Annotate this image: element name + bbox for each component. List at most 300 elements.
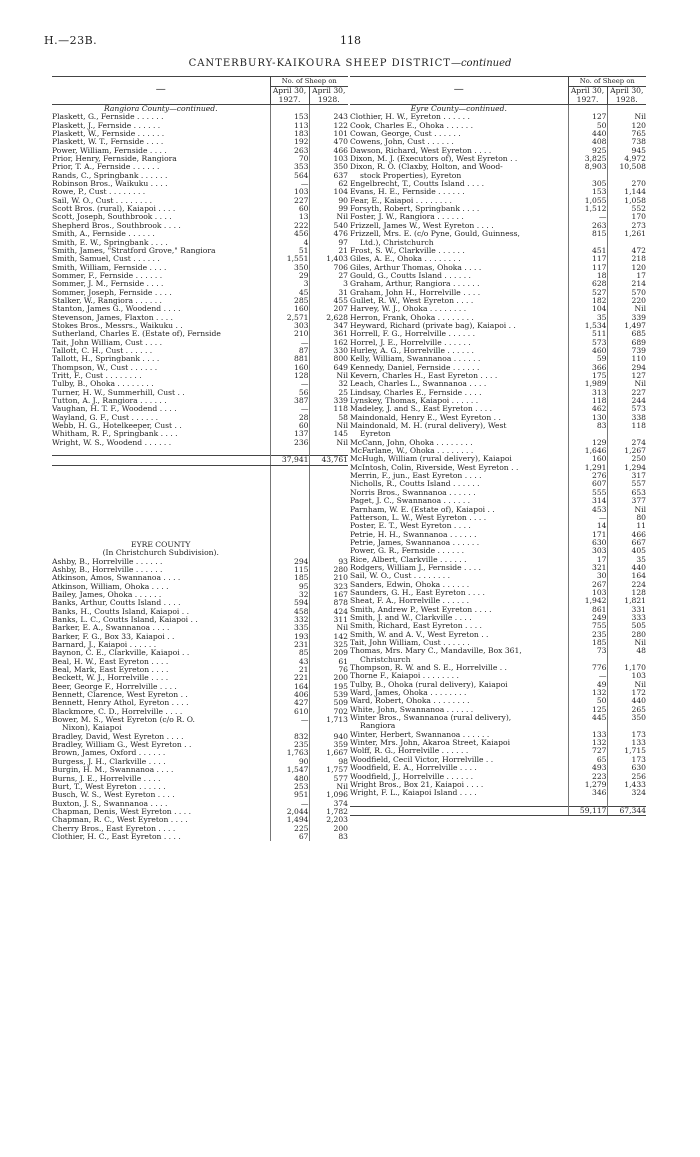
- sheep-1928: 10,508: [607, 163, 646, 171]
- sheep-1928: 339: [309, 397, 348, 405]
- owner-name: Barker, F. G., Box 33, Kaiapoi . .: [52, 632, 175, 641]
- owner-name: Baynon, C. E., Clarkville, Kaiapoi . .: [52, 649, 190, 658]
- table-row: [350, 672, 646, 680]
- sheep-1928: Nil: [309, 422, 348, 430]
- sheep-1927: 346: [568, 789, 607, 797]
- sheep-1928: 244: [607, 397, 646, 405]
- owner-name: Graham, John H., Horrelville . . . .: [350, 288, 481, 297]
- owner-name: Sail, W. O., Cust . . . . . . . .: [52, 196, 153, 205]
- sheep-1927: 353: [270, 163, 309, 171]
- sheep-1928: Nil: [309, 372, 348, 380]
- sheep-1928: 440: [607, 697, 646, 705]
- sheep-1927: 321: [568, 564, 607, 572]
- sheep-1928: Nil: [309, 624, 348, 632]
- page-number: 118: [340, 34, 361, 47]
- sheep-1928: 1,096: [309, 791, 348, 799]
- sheep-1928: 577: [309, 775, 348, 783]
- owner-name: Burt, T., West Eyreton . . . . . .: [52, 782, 166, 791]
- sheep-1928: 103: [309, 155, 348, 163]
- table-row: [52, 439, 348, 447]
- owner-name: Madeley, J. and S., East Eyreton . . . .: [350, 405, 493, 414]
- sheep-1927: 175: [568, 372, 607, 380]
- sheep-1927: 118: [568, 397, 607, 405]
- right-header-sheep: No. of Sheep on: [568, 77, 646, 87]
- sheep-1928: [607, 656, 646, 664]
- table-row: [350, 447, 646, 455]
- table-row: [350, 614, 646, 622]
- sheep-1928: 455: [309, 297, 348, 305]
- section-heading: [52, 549, 348, 557]
- owner-name: McFarlane, W., Ohoka . . . . . . . .: [350, 447, 474, 456]
- spacer-row: [52, 482, 348, 490]
- sheep-1927: 164: [270, 683, 309, 691]
- sheep-1927: 133: [568, 731, 607, 739]
- owner-name: Bennett, Clarence, West Eyreton . .: [52, 691, 188, 700]
- owner-name: Tulby, B., Ohoka . . . . . . . .: [52, 380, 154, 389]
- sheep-1928: 573: [607, 405, 646, 413]
- table-row: [350, 472, 646, 480]
- sheep-1928: 104: [309, 188, 348, 196]
- sheep-1928: 127: [607, 372, 646, 380]
- owner-name: Patterson, L. W., West Eyreton . . . .: [350, 513, 487, 522]
- sheep-1928: 1,144: [607, 188, 646, 196]
- table-row: [52, 405, 348, 413]
- sheep-1927: 861: [568, 606, 607, 614]
- sheep-1927: 160: [568, 455, 607, 463]
- sheep-1928: 405: [607, 547, 646, 555]
- owner-name: Shepherd Bros., Southbrook . . . .: [52, 221, 181, 230]
- sheep-1928: 424: [309, 608, 348, 616]
- sheep-1928: 76: [309, 666, 348, 674]
- sheep-1928: 333: [607, 614, 646, 622]
- empty-cell: [309, 549, 348, 557]
- table-row: [350, 739, 646, 747]
- empty-cell: [270, 447, 309, 456]
- sheep-1928: 118: [309, 405, 348, 413]
- sheep-1927: 1,551: [270, 255, 309, 263]
- owner-name: Merrin, F., jun., East Eyreton . . . .: [350, 472, 482, 481]
- empty-cell: [52, 465, 270, 474]
- table-row: [52, 222, 348, 230]
- owner-name: Smith, A., Fernside . . . . . .: [52, 230, 155, 239]
- sheep-1927: 440: [568, 130, 607, 138]
- sheep-1927: 103: [568, 589, 607, 597]
- sheep-1927: 305: [568, 180, 607, 188]
- owner-name: Smith, Samuel, Cust . . . . . .: [52, 255, 160, 264]
- sheep-1927: 1,279: [568, 781, 607, 789]
- sheep-1927: —: [568, 514, 607, 522]
- table-row: [52, 775, 348, 783]
- owner-name: Christchurch: [360, 655, 411, 664]
- owner-name: Thomas, Mrs. Mary C., Mandaville, Box 361,: [350, 647, 522, 656]
- sheep-1927: 35: [568, 314, 607, 322]
- sheep-1928: 62: [309, 180, 348, 188]
- owner-name: Blackmore, C. D., Horrelville . . . .: [52, 707, 183, 716]
- table-row: [52, 666, 348, 674]
- owner-name: Wright, W. S., Woodend . . . . . .: [52, 438, 172, 447]
- sheep-1928: 1,294: [607, 464, 646, 472]
- empty-cell: [270, 533, 309, 541]
- owner-name: Burns, J. E., Horrelville . . . .: [52, 774, 161, 783]
- sheep-1928: 440: [607, 564, 646, 572]
- sheep-1927: 153: [270, 113, 309, 121]
- table-row: [52, 783, 348, 791]
- owner-name: Ward, James, Ohoka . . . . . . . .: [350, 689, 467, 698]
- sheep-1928: 570: [607, 289, 646, 297]
- table-row: [350, 213, 646, 221]
- owner-name: Burgess, J. H., Clarkville . . . .: [52, 757, 166, 766]
- owner-name: Scott, Joseph, Southbrook . . . .: [52, 213, 172, 222]
- sheep-1927: 610: [270, 708, 309, 716]
- sheep-1928: 273: [607, 222, 646, 230]
- sheep-1928: 330: [309, 347, 348, 355]
- empty-cell: [309, 105, 348, 114]
- sheep-1927: 225: [270, 825, 309, 833]
- owner-name: Sutherland, Charles E. (Estate of), Fernside: [52, 330, 221, 339]
- sheep-1928: 552: [607, 205, 646, 213]
- table-row: [52, 147, 348, 155]
- owner-name: Banks, H., Coutts Island, Kaiapoi . .: [52, 607, 189, 616]
- empty-cell: [607, 798, 646, 807]
- table-row: [52, 305, 348, 313]
- table-row: [52, 205, 348, 213]
- sheep-1927: 881: [270, 355, 309, 363]
- sheep-1927: 127: [568, 113, 607, 121]
- table-row: [52, 749, 348, 757]
- sheep-1927: —: [568, 672, 607, 680]
- sheep-1928: 218: [607, 255, 646, 263]
- owner-name: Rowe, P., Cust . . . . . . . .: [52, 188, 146, 197]
- owner-name: Sommer, Joseph, Fernside . . . .: [52, 288, 172, 297]
- owner-name: Leach, Charles L., Swannanoa . . . .: [350, 380, 487, 389]
- sheep-1928: 940: [309, 733, 348, 741]
- sheep-1927: 13: [270, 213, 309, 221]
- table-row: [350, 681, 646, 689]
- sheep-1927: 3: [270, 280, 309, 288]
- sheep-1928: 945: [607, 147, 646, 155]
- sheep-1928: 142: [309, 633, 348, 641]
- table-row: [52, 197, 348, 205]
- section-title: EYRE COUNTY: [131, 540, 191, 549]
- sheep-1927: 32: [270, 591, 309, 599]
- sheep-1927: 303: [270, 322, 309, 330]
- empty-cell: [270, 541, 309, 549]
- owner-name: Tutton, A. J., Rangiora . . . . . .: [52, 397, 167, 406]
- table-row: [52, 289, 348, 297]
- page-title: [0, 58, 700, 69]
- table-row: [350, 455, 646, 463]
- sheep-1928: Nil: [309, 439, 348, 447]
- sheep-1928: 1,782: [309, 808, 348, 816]
- owner-name: Sheat, F. A., Horrelville . . . . . .: [350, 597, 470, 606]
- sheep-1927: 2,044: [270, 808, 309, 816]
- sheep-1928: 800: [309, 355, 348, 363]
- sheep-1928: 1,433: [607, 781, 646, 789]
- table-row: [52, 414, 348, 422]
- table-row: [350, 422, 646, 430]
- table-row: [350, 138, 646, 146]
- sheep-1927: [568, 430, 607, 438]
- sheep-1928: 1,757: [309, 766, 348, 774]
- table-row: [350, 430, 646, 438]
- table-row: [52, 322, 348, 330]
- sheep-1927: [568, 656, 607, 664]
- empty-cell: [309, 491, 348, 499]
- owner-name: Hurley, A. G., Horrelville . . . . . .: [350, 346, 474, 355]
- sheep-1928: 48: [607, 647, 646, 655]
- table-row: [52, 213, 348, 221]
- owner-name: Frizzell, James W., West Eyreton . . . .: [350, 221, 494, 230]
- table-row: [52, 624, 348, 632]
- owner-name: Wolff, R. G., Horrelville . . . . . .: [350, 747, 469, 756]
- table-row: [350, 222, 646, 230]
- owner-name: Giles, Arthur Thomas, Ohoka . . . .: [350, 263, 482, 272]
- table-row: [350, 397, 646, 405]
- sheep-1928: 103: [607, 672, 646, 680]
- sheep-1928: Nil: [607, 305, 646, 313]
- document-reference: H.—23B.: [44, 34, 98, 47]
- sheep-1928: 209: [309, 649, 348, 657]
- empty-cell: [270, 105, 309, 114]
- empty-cell: [350, 798, 568, 807]
- sheep-1928: 98: [309, 758, 348, 766]
- owner-name: Sommer, J. M., Fernside . . . .: [52, 280, 164, 289]
- sheep-1927: 223: [568, 773, 607, 781]
- table-row: [350, 197, 646, 205]
- table-row: [52, 558, 348, 566]
- sheep-1928: 323: [309, 583, 348, 591]
- sheep-1927: 221: [270, 674, 309, 682]
- sheep-1928: 170: [607, 213, 646, 221]
- sheep-1927: 183: [270, 130, 309, 138]
- table-row: [52, 766, 348, 774]
- sheep-1927: 129: [568, 439, 607, 447]
- owner-name: Atkinson, William, Ohoka . . . .: [52, 582, 169, 591]
- owner-name: Kevern, Charles H., East Eyreton . . . .: [350, 372, 498, 380]
- owner-name: Clothier, H. C., East Eyreton . . . .: [52, 832, 181, 841]
- spacer-row: [52, 447, 348, 456]
- table-row: [350, 714, 646, 722]
- owner-name: Winter, Herbert, Swannanoa . . . . . .: [350, 730, 490, 739]
- sheep-1928: 361: [309, 330, 348, 338]
- table-row: [350, 264, 646, 272]
- table-row: [52, 800, 348, 808]
- empty-cell: [52, 474, 270, 482]
- sheep-1928: 200: [309, 825, 348, 833]
- left-sheep-table: [52, 76, 348, 841]
- sheep-1928: 294: [607, 364, 646, 372]
- sheep-1927: 776: [568, 664, 607, 672]
- sheep-1928: 207: [309, 305, 348, 313]
- sheep-1928: 27: [309, 272, 348, 280]
- sheep-1927: 628: [568, 280, 607, 288]
- owner-name: Poster, E. T., West Eyreton . . . .: [350, 522, 471, 531]
- sheep-1927: 335: [270, 624, 309, 632]
- sheep-1928: 120: [607, 122, 646, 130]
- table-row: [52, 683, 348, 691]
- total-row: [52, 456, 348, 465]
- owner-name: Rice, Albert, Clarkville . . . . . .: [350, 555, 467, 564]
- sheep-1928: 2,203: [309, 816, 348, 824]
- empty-cell: [309, 508, 348, 516]
- table-row: [350, 581, 646, 589]
- table-row: [52, 389, 348, 397]
- owner-name: Turner, H. W., Summerhill, Cust . .: [52, 388, 185, 397]
- sheep-1928: 11: [607, 522, 646, 530]
- sheep-1927: 104: [568, 305, 607, 313]
- owner-name: Stevenson, James, Flaxton . . . .: [52, 313, 173, 322]
- table-row: [52, 247, 348, 255]
- empty-cell: [270, 491, 309, 499]
- sheep-1927: 70: [270, 155, 309, 163]
- sheep-1927: 727: [568, 747, 607, 755]
- sheep-1927: 128: [270, 372, 309, 380]
- spacer-row: [52, 524, 348, 532]
- owner-name: Tait, John William, Cust . . . .: [52, 338, 163, 347]
- sheep-1928: 630: [607, 764, 646, 772]
- section-title: Eyre County—continued.: [410, 104, 507, 113]
- sheep-1928: 539: [309, 691, 348, 699]
- sheep-1927: 332: [270, 616, 309, 624]
- owner-name: Paget, J. C., Swannanoa . . . . . .: [350, 497, 471, 506]
- sheep-1928: [607, 172, 646, 180]
- owner-name: Brown, James, Oxford . . . . . .: [52, 749, 166, 758]
- empty-cell: [568, 105, 607, 114]
- sheep-1928: 61: [309, 658, 348, 666]
- empty-cell: [270, 482, 309, 490]
- title-suffix: —continued: [450, 58, 512, 69]
- owner-name: Lynskey, Thomas, Kaiapoi . . . . . .: [350, 397, 479, 406]
- sheep-1928: 325: [309, 641, 348, 649]
- sheep-1927: 451: [568, 247, 607, 255]
- table-row: [52, 230, 348, 238]
- table-row: [350, 564, 646, 572]
- table-row: [350, 130, 646, 138]
- sheep-1927: 303: [568, 547, 607, 555]
- empty-cell: [309, 447, 348, 456]
- empty-cell: [270, 499, 309, 507]
- sheep-1927: 832: [270, 733, 309, 741]
- owner-name: Tait, John William, Cust . . . . . .: [350, 639, 470, 647]
- sheep-1927: 263: [270, 147, 309, 155]
- sheep-1927: 263: [568, 222, 607, 230]
- sheep-1928: 739: [607, 347, 646, 355]
- owner-name: Sanders, Edwin, Ohoka . . . . . .: [350, 580, 470, 589]
- empty-cell: [607, 105, 646, 114]
- sheep-1928: 35: [607, 556, 646, 564]
- sheep-1928: 90: [309, 197, 348, 205]
- owner-name: Ashby, B., Horrelville . . . . . .: [52, 565, 163, 574]
- sheep-1927: —: [270, 380, 309, 388]
- sheep-1928: 347: [309, 322, 348, 330]
- sheep-1928: 324: [607, 789, 646, 797]
- owner-name: Bennett, Henry Athol, Eyreton . . . .: [52, 699, 189, 708]
- sheep-1928: 472: [607, 247, 646, 255]
- sheep-1928: 200: [309, 674, 348, 682]
- sheep-1927: 462: [568, 405, 607, 413]
- sheep-1927: 925: [568, 147, 607, 155]
- right-header-1928: April 30, 1928.: [607, 87, 646, 105]
- sheep-1927: 185: [568, 639, 607, 647]
- sheep-1927: 313: [568, 389, 607, 397]
- sheep-1928: 476: [309, 230, 348, 238]
- sheep-1928: 2,628: [309, 314, 348, 322]
- sheep-1928: 338: [607, 414, 646, 422]
- table-row: [52, 347, 348, 355]
- table-row: [52, 599, 348, 607]
- table-row: [350, 622, 646, 630]
- sheep-1928: 350: [309, 163, 348, 171]
- table-row: [350, 547, 646, 555]
- sheep-1927: 755: [568, 622, 607, 630]
- sheep-1927: 1,534: [568, 322, 607, 330]
- empty-cell: [309, 465, 348, 474]
- sheep-1927: 103: [270, 188, 309, 196]
- empty-cell: [270, 465, 309, 474]
- table-row: [52, 255, 348, 263]
- table-row: [52, 708, 348, 716]
- table-row: [52, 649, 348, 657]
- table-row: [52, 825, 348, 833]
- sheep-1927: 427: [270, 699, 309, 707]
- table-row: [350, 556, 646, 564]
- table-row: [52, 380, 348, 388]
- sheep-1927: 408: [568, 138, 607, 146]
- owner-name: Sommer, F., Fernside . . . . . .: [52, 271, 163, 280]
- right-sheep-table: [350, 76, 646, 816]
- sheep-1927: 115: [270, 566, 309, 574]
- owner-name: Eyreton: [360, 430, 391, 439]
- table-row: [350, 647, 646, 655]
- sheep-1927: 56: [270, 389, 309, 397]
- sheep-1927: 527: [568, 289, 607, 297]
- table-row: [350, 230, 646, 238]
- empty-cell: [350, 806, 568, 815]
- sheep-1927: 1,989: [568, 380, 607, 388]
- owner-name: Plaskett, G., Fernside . . . . . .: [52, 113, 164, 122]
- owner-name: Kelly, William, Swannanoa . . . . . .: [350, 355, 481, 364]
- table-row: [52, 239, 348, 247]
- table-row: [350, 405, 646, 413]
- sheep-1928: 97: [309, 239, 348, 247]
- empty-cell: [309, 541, 348, 549]
- sheep-1927: 90: [270, 758, 309, 766]
- owner-name: Banks, Arthur, Coutts Island . . . .: [52, 599, 181, 608]
- owner-name: Power, G. R., Fernside . . . . . .: [350, 547, 465, 556]
- owner-name: Wayland, G. F., Cust . . . . . .: [52, 413, 159, 422]
- empty-cell: [52, 447, 270, 456]
- sheep-1928: 738: [607, 138, 646, 146]
- table-row: [350, 706, 646, 714]
- owner-name: Whitham, R. F., Springbank . . . .: [52, 430, 178, 439]
- empty-cell: [309, 533, 348, 541]
- sheep-1928: 509: [309, 699, 348, 707]
- sheep-1927: 511: [568, 330, 607, 338]
- table-row: [52, 658, 348, 666]
- sheep-1928: Nil: [607, 681, 646, 689]
- sheep-1928: 1,715: [607, 747, 646, 755]
- owner-name: Cherry Bros., East Eyreton . . . .: [52, 824, 176, 833]
- table-row: [350, 113, 646, 121]
- sheep-1927: 555: [568, 489, 607, 497]
- table-row: [52, 724, 348, 732]
- table-row: [52, 172, 348, 180]
- section-title: (In Christchurch Subdivision).: [102, 549, 219, 558]
- owner-name: Smith, W. and A. V., West Eyreton . .: [350, 630, 489, 639]
- sheep-1927: 480: [270, 775, 309, 783]
- table-row: [52, 591, 348, 599]
- section-heading: [52, 541, 348, 549]
